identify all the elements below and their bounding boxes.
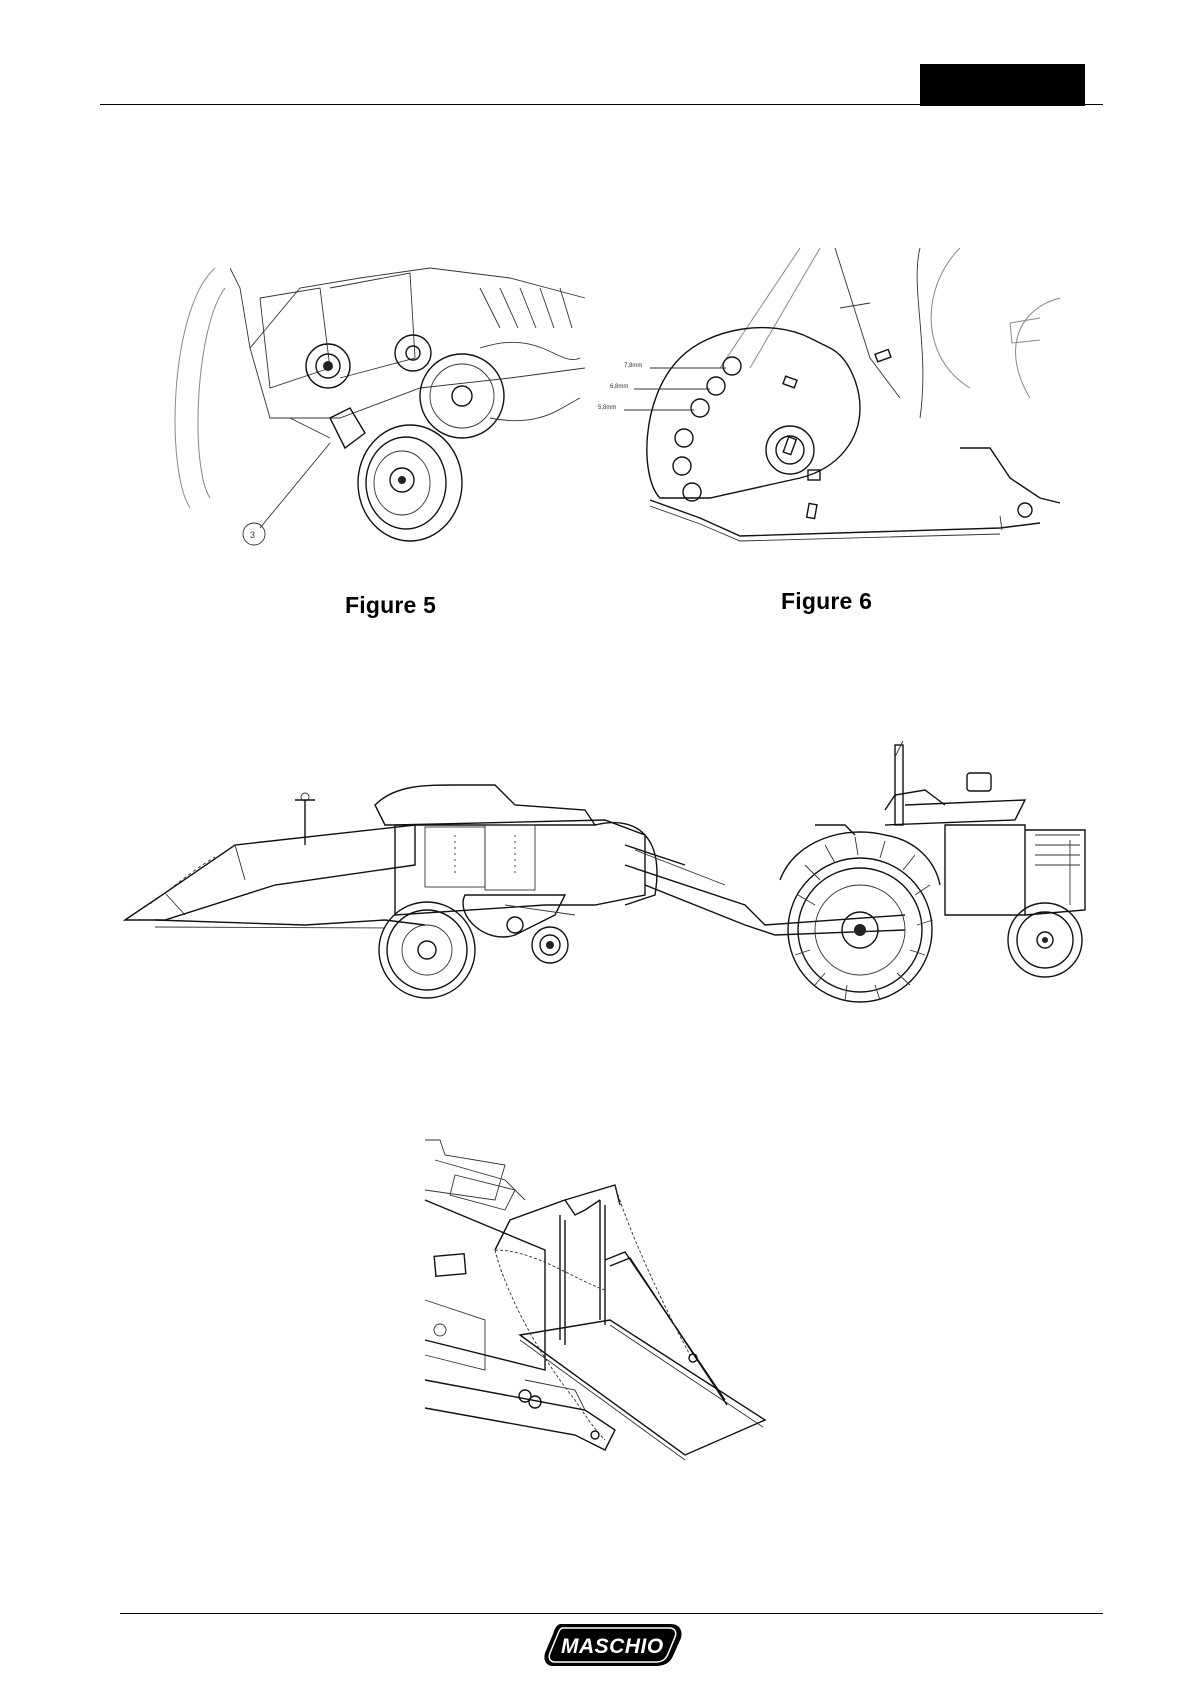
figure-5-illustration bbox=[180, 268, 585, 553]
figure-5-callout-number: 3 bbox=[250, 530, 256, 540]
figure-6-label-2: 6,8mm bbox=[610, 384, 629, 390]
baler-tractor-illustration bbox=[125, 745, 1095, 1010]
maschio-logo bbox=[543, 1622, 683, 1668]
figure-5-caption: Figure 5 bbox=[345, 592, 437, 618]
header-tab bbox=[920, 64, 1085, 106]
bale-chute-illustration bbox=[425, 1140, 775, 1465]
header-rule bbox=[100, 104, 1103, 105]
footer-rule bbox=[120, 1613, 1103, 1614]
figure-6-caption: Figure 6 bbox=[781, 588, 873, 614]
maschio-logo-text: MASCHIO bbox=[561, 1635, 664, 1658]
figure-6-label-1: 7,8mm bbox=[624, 363, 643, 369]
figure-6-label-3: 5,8mm bbox=[598, 405, 617, 411]
figure-6-illustration bbox=[598, 248, 1060, 548]
